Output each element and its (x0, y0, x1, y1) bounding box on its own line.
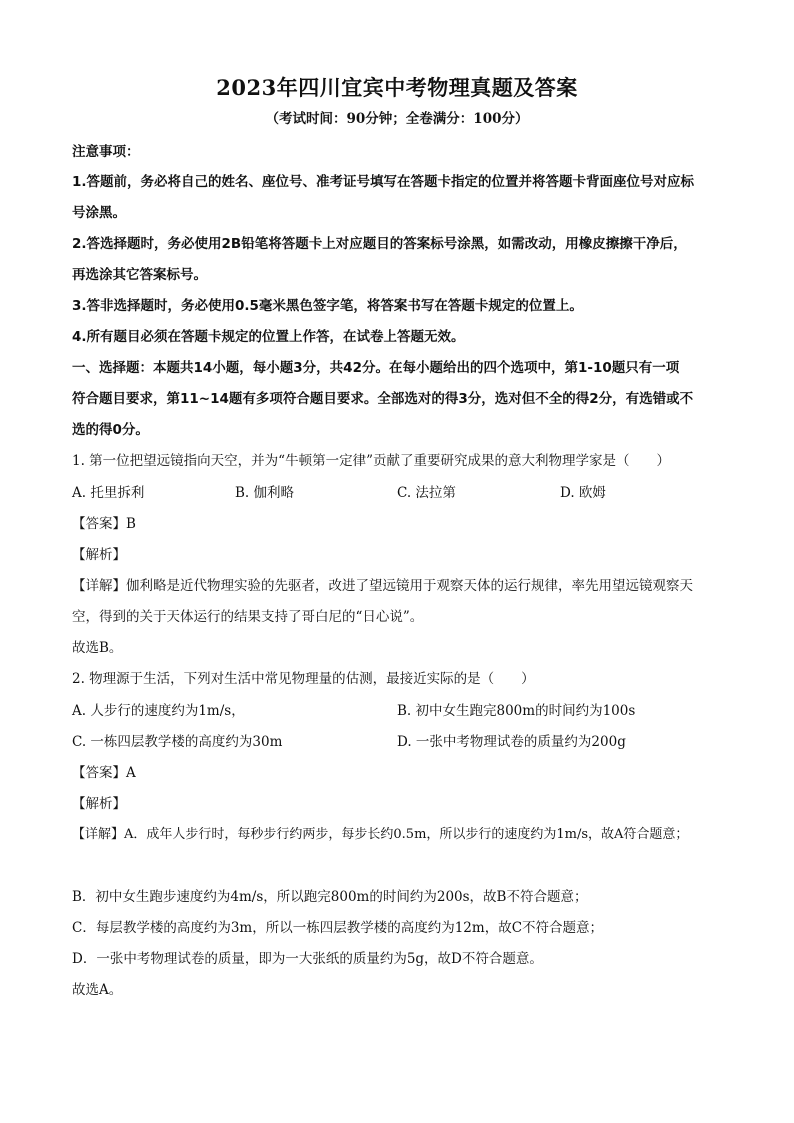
notice-item-4: 4.所有题目必须在答题卡规定的位置上作答，在试卷上答题无效。 (72, 329, 465, 345)
question-2-detail-a: 【详解】A．成年人步行时，每秒步行约两步，每步长约0.5m，所以步行的速度约为1m/s，故A符合题意； (72, 827, 689, 842)
question-2-detail-d: D．一张中考物理试卷的质量，即为一大张纸的质量约为5g，故D不符合题意。 (72, 951, 543, 967)
document-subtitle: （考试时间：90分钟；全卷满分：100分） (265, 111, 529, 127)
question-2-detail-c: C．每层教学楼的高度约为3m，所以一栋四层教学楼的高度约为12m，故C不符合题意； (72, 920, 604, 936)
question-1-option-d: D. 欧姆 (560, 485, 606, 501)
section-instructions-cont: 选的得0分。 (72, 422, 149, 438)
question-2-detail-b: B．初中女生跑步速度约为4m/s，所以跑完800m的时间约为200s，故B不符合题意； (72, 889, 588, 905)
question-1-stem: 1. 第一位把望远镜指向天空，并为“牛顿第一定律”贡献了重要研究成果的意大利物理学家是（ ） (72, 453, 670, 469)
question-1-detail-cont: 空，得到的关于天体运行的结果支持了哥白尼的“日心说”。 (72, 609, 424, 625)
question-1-analysis-label: 【解析】 (72, 547, 126, 563)
section-heading: 一、选择题：本题共14小题，每小题3分，共42分。在每小题给出的四个选项中，第1-10题只有一项 (72, 360, 680, 376)
question-2-option-c: C. 一栋四层教学楼的高度约为30m (72, 734, 283, 750)
section-instructions: 符合题目要求，第11~14题有多项符合题目要求。全部选对的得3分，选对但不全的得2分，有选错或不 (72, 391, 694, 407)
notice-item-1-cont: 号涂黑。 (72, 205, 126, 221)
notice-item-2-cont: 再选涂其它答案标号。 (72, 267, 207, 283)
question-1-option-a: A. 托里拆利 (72, 485, 145, 501)
question-2-option-d: D. 一张中考物理试卷的质量约为200g (397, 734, 626, 750)
question-1-detail: 【详解】伽利略是近代物理实验的先驱者，改进了望远镜用于观察天体的运行规律，率先用望远镜观察天 (72, 578, 693, 594)
question-1-conclusion: 故选B。 (72, 640, 123, 656)
question-2-option-a: A. 人步行的速度约为1m/s， (72, 703, 245, 719)
question-2-stem: 2. 物理源于生活，下列对生活中常见物理量的估测，最接近实际的是（ ） (72, 671, 535, 687)
notice-item-2: 2.答选择题时，务必使用2B铅笔将答题卡上对应题目的答案标号涂黑，如需改动，用橡皮擦擦干净后， (72, 236, 687, 252)
notice-item-3: 3.答非选择题时，务必使用0.5毫米黑色签字笔，将答案书写在答题卡规定的位置上。 (72, 298, 583, 314)
question-1-option-c: C. 法拉第 (397, 485, 456, 501)
notice-item-1: 1.答题前，务必将自己的姓名、座位号、准考证号填写在答题卡指定的位置并将答题卡背面座位号对应标 (72, 174, 695, 190)
question-2-answer: 【答案】A (72, 765, 136, 781)
question-1-answer: 【答案】B (72, 516, 136, 532)
question-1-option-b: B. 伽利略 (235, 485, 295, 501)
question-2-analysis-label: 【解析】 (72, 796, 126, 812)
question-2-conclusion: 故选A。 (72, 982, 123, 998)
document-title: 2023年四川宜宾中考物理真题及答案 (216, 75, 578, 100)
notice-heading: 注意事项： (72, 144, 140, 160)
question-2-option-b: B. 初中女生跑完800m的时间约为100s (397, 703, 636, 719)
